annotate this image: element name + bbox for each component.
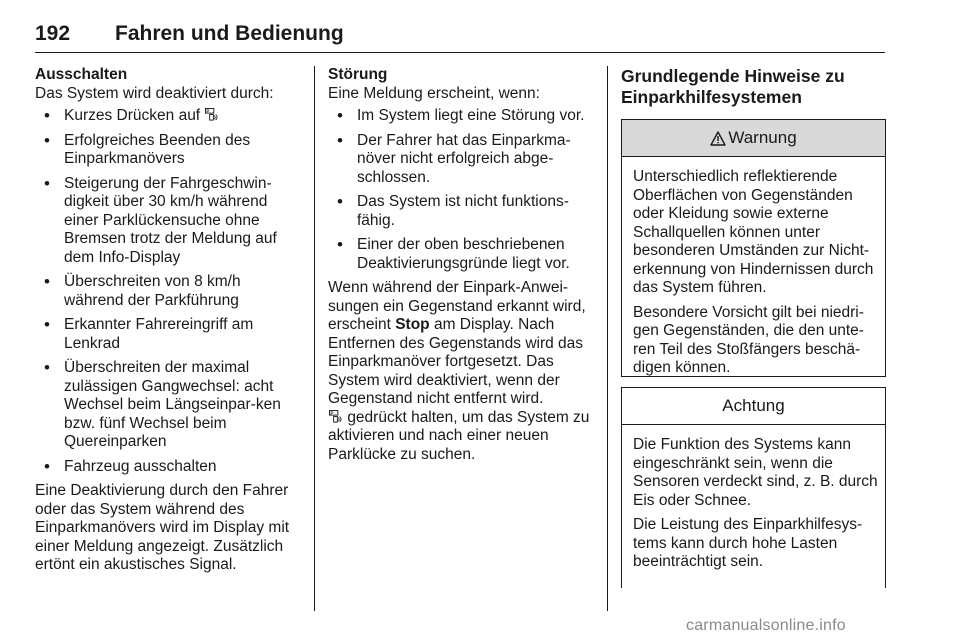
list-item: • Steigerung der Fahrgeschwin-digkeit über 30 km/h während einer Parklückensuche ohne Bremsen trotz der Meldung auf dem Info-Display [35,175,300,268]
list-item: • Der Fahrer hat das Einparkma-növer nicht erfolgreich abge-schlossen. [328,132,596,188]
list-item: • Überschreiten der maximal zulässigen Gangwechsel: acht Wechsel beim Längseinpar-ken bzw. fünf Wechsel beim Quereinparken [35,359,300,452]
section-title-hinweise: Grundlegende Hinweise zu Einparkhilfesystemen [621,66,845,107]
caution-box [621,387,886,588]
list-item: • Kurzes Drücken auf P [35,107,300,126]
fault-list [328,107,596,273]
svg-text:P: P [330,410,334,416]
caution-text: Die Funktion des Systems kann eingeschränkt sein, wenn die Sensoren verdeckt sind, z. B. durch Eis oder Schnee. [633,436,878,509]
caution-header [622,388,885,425]
list-item: • Einer der oben beschriebenen Deaktivierungsgründe liegt vor. [328,236,596,273]
caution-text: Die Leistung des Einparkhilfesys-tems kann durch hohe Lasten beeinträchtigt sein. [633,516,863,570]
list-item: • Fahrzeug ausschalten [35,458,300,477]
warning-text: Besondere Vorsicht gilt bei niedri-gen Gegenständen, die den unte-ren Teil des Stoßfängers beschä-digen können. [633,303,864,376]
svg-text:P: P [206,108,210,114]
deactivation-list [35,107,300,476]
stop-keyword: Stop [395,316,430,333]
warning-box [621,119,886,377]
warning-triangle-icon [710,131,726,146]
list-item: • Im System liegt eine Störung vor. [328,107,596,126]
object-detected-paragraph: Wenn während der Einpark-Anwei-sungen ein Gegenstand erkannt wird, erscheint Stop am Display. Nach Entfernen des Gegenstands wird das Einparkmanöver fortgesetzt. Das System wird deaktiviert, wenn der Gegenstand nicht entfernt wird. [328,279,586,407]
list-item: • Überschreiten von 8 km/h während der Parkführung [35,273,300,310]
watermark: carmanualsonline.info [686,617,846,634]
list-item: • Das System ist nicht funktions-fähig. [328,193,596,230]
section-heading-stoerung: Störung [328,66,388,83]
warning-label: Warnung [728,127,797,147]
page-header [35,22,885,53]
warning-text: Unterschiedlich reflektierende Oberflächen von Gegenständen oder Kleidung sowie externe Schallquellen können unter besonderen Umständen zur Nicht-erkennung von Hindernissen durch das System führen. [633,168,874,296]
section-heading-ausschalten: Ausschalten [35,66,128,83]
park-assist-icon [205,108,218,121]
deactivation-paragraph: Eine Deaktivierung durch den Fahrer oder das System während des Einparkmanövers wird im Display mit einer Meldung angezeigt. Zusätzlich ertönt ein akustisches Signal. [35,482,290,573]
list-item: • Erkannter Fahrereingriff am Lenkrad [35,316,300,353]
column-stoerung [328,66,596,464]
column-divider-1 [314,66,315,611]
page-number: 192 [35,22,71,45]
page-title: Fahren und Bedienung [115,22,344,45]
column-ausschalten [35,66,300,575]
column-hinweise [621,66,886,588]
intro-text: Eine Meldung erscheint, wenn: [328,84,540,102]
warning-header [622,120,885,157]
park-assist-icon [329,410,342,423]
reactivate-paragraph: P gedrückt halten, um das System zu aktivieren und nach einer neuen Parklücke zu suchen. [328,408,590,463]
list-item: • Erfolgreiches Beenden des Einparkmanövers [35,132,300,169]
caution-label: Achtung [722,395,785,415]
intro-text: Das System wird deaktiviert durch: [35,84,274,102]
column-divider-2 [607,66,608,611]
